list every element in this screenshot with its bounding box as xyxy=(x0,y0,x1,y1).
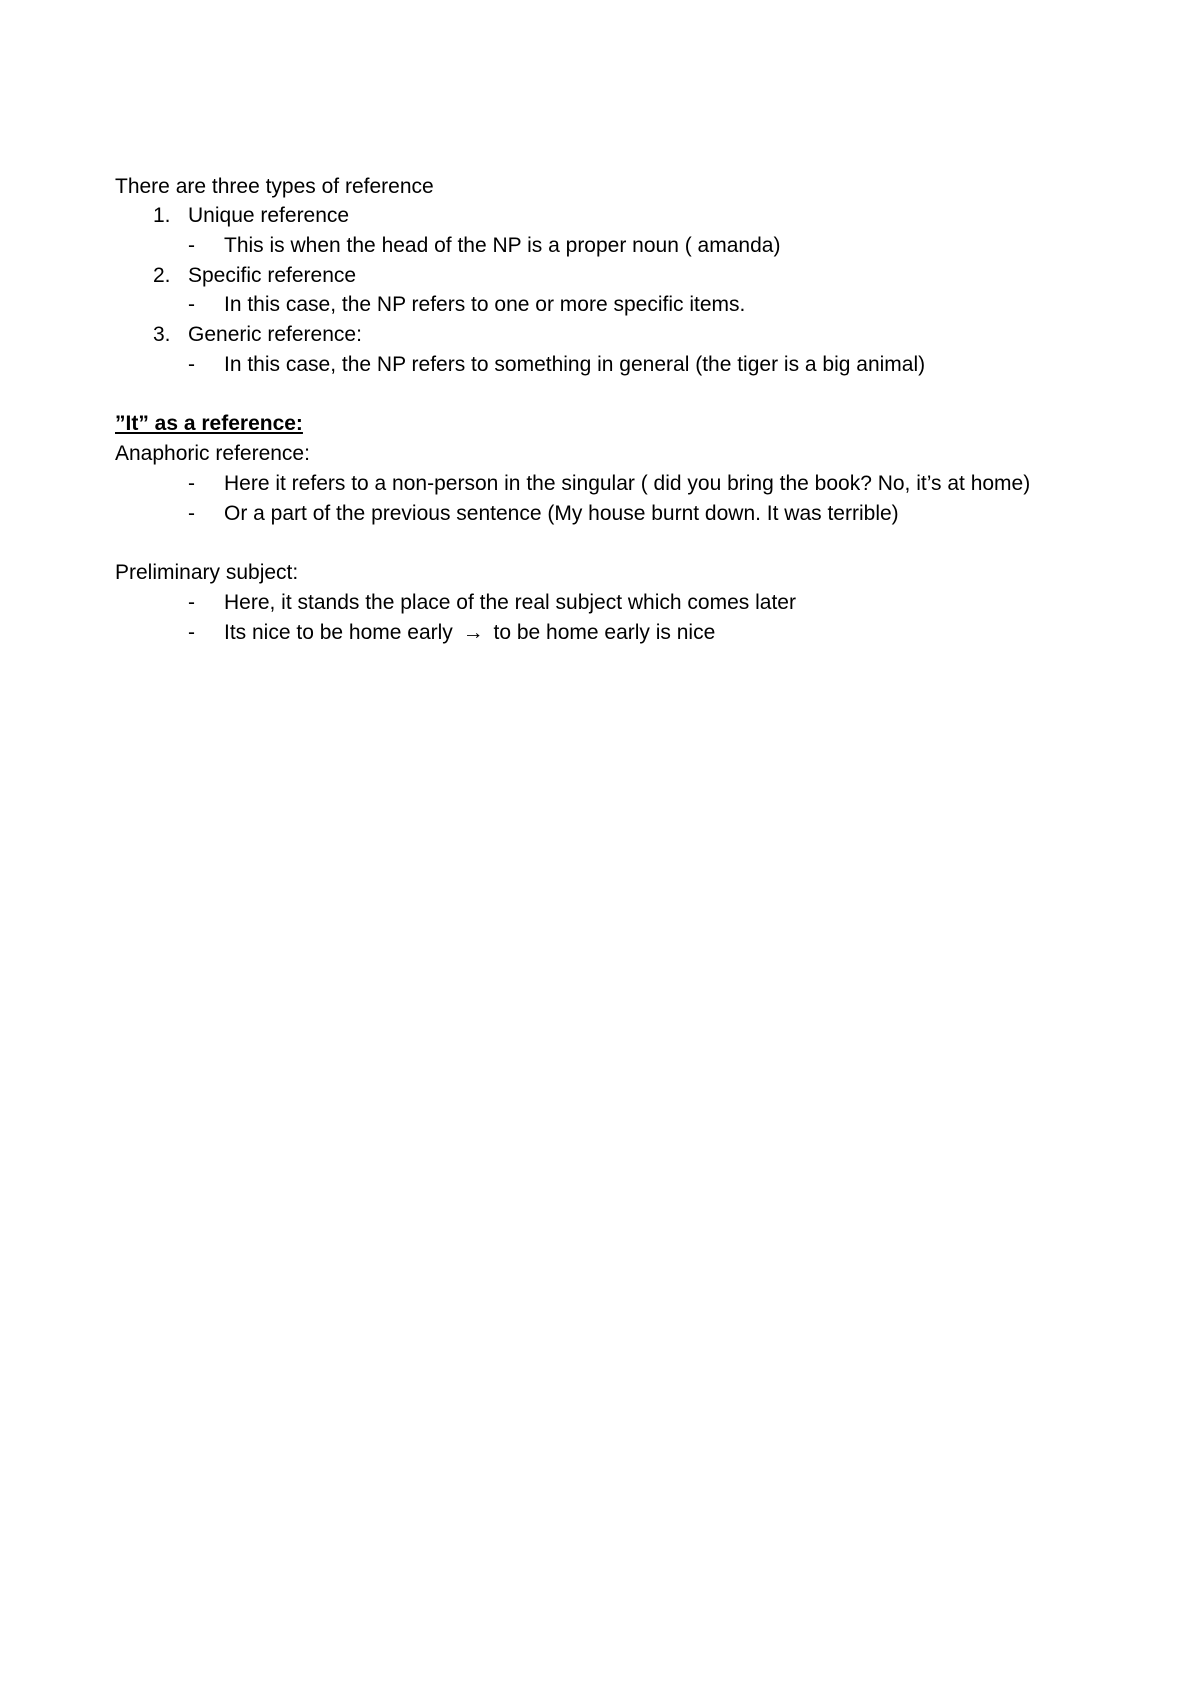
anaphoric-item-1: Here it refers to a non-person in the singular ( did you bring the book? No, it’s at home) xyxy=(224,472,1031,495)
type-label-generic: Generic reference: xyxy=(188,323,362,346)
preliminary-item-2-after: to be home early is nice xyxy=(493,621,716,644)
bullet-dash: - xyxy=(188,353,195,376)
type-label-unique: Unique reference xyxy=(188,204,350,227)
preliminary-item-2-before: Its nice to be home early xyxy=(224,621,453,644)
type-detail-specific: In this case, the NP refers to one or more specific items. xyxy=(224,293,746,316)
preliminary-label: Preliminary subject: xyxy=(115,561,299,584)
bullet-dash: - xyxy=(188,234,195,257)
list-number-3: 3. xyxy=(153,323,171,346)
type-label-specific: Specific reference xyxy=(188,264,357,287)
bullet-dash: - xyxy=(188,621,195,644)
list-number-1: 1. xyxy=(153,204,171,227)
anaphoric-item-2: Or a part of the previous sentence (My house burnt down. It was terrible) xyxy=(224,502,899,525)
anaphoric-label: Anaphoric reference: xyxy=(115,442,310,465)
bullet-dash: - xyxy=(188,472,195,495)
bullet-dash: - xyxy=(188,591,195,614)
list-number-2: 2. xyxy=(153,264,171,287)
type-detail-unique: This is when the head of the NP is a proper noun ( amanda) xyxy=(224,234,781,257)
bullet-dash: - xyxy=(188,293,195,316)
section-heading-it: ”It” as a reference: xyxy=(115,412,303,435)
arrow-right-icon: → xyxy=(462,621,484,644)
preliminary-item-1: Here, it stands the place of the real subject which comes later xyxy=(224,591,796,614)
preliminary-item-2 xyxy=(224,620,715,646)
intro-text: There are three types of reference xyxy=(115,175,434,198)
type-detail-generic: In this case, the NP refers to something in general (the tiger is a big animal) xyxy=(224,353,926,376)
bullet-dash: - xyxy=(188,502,195,525)
